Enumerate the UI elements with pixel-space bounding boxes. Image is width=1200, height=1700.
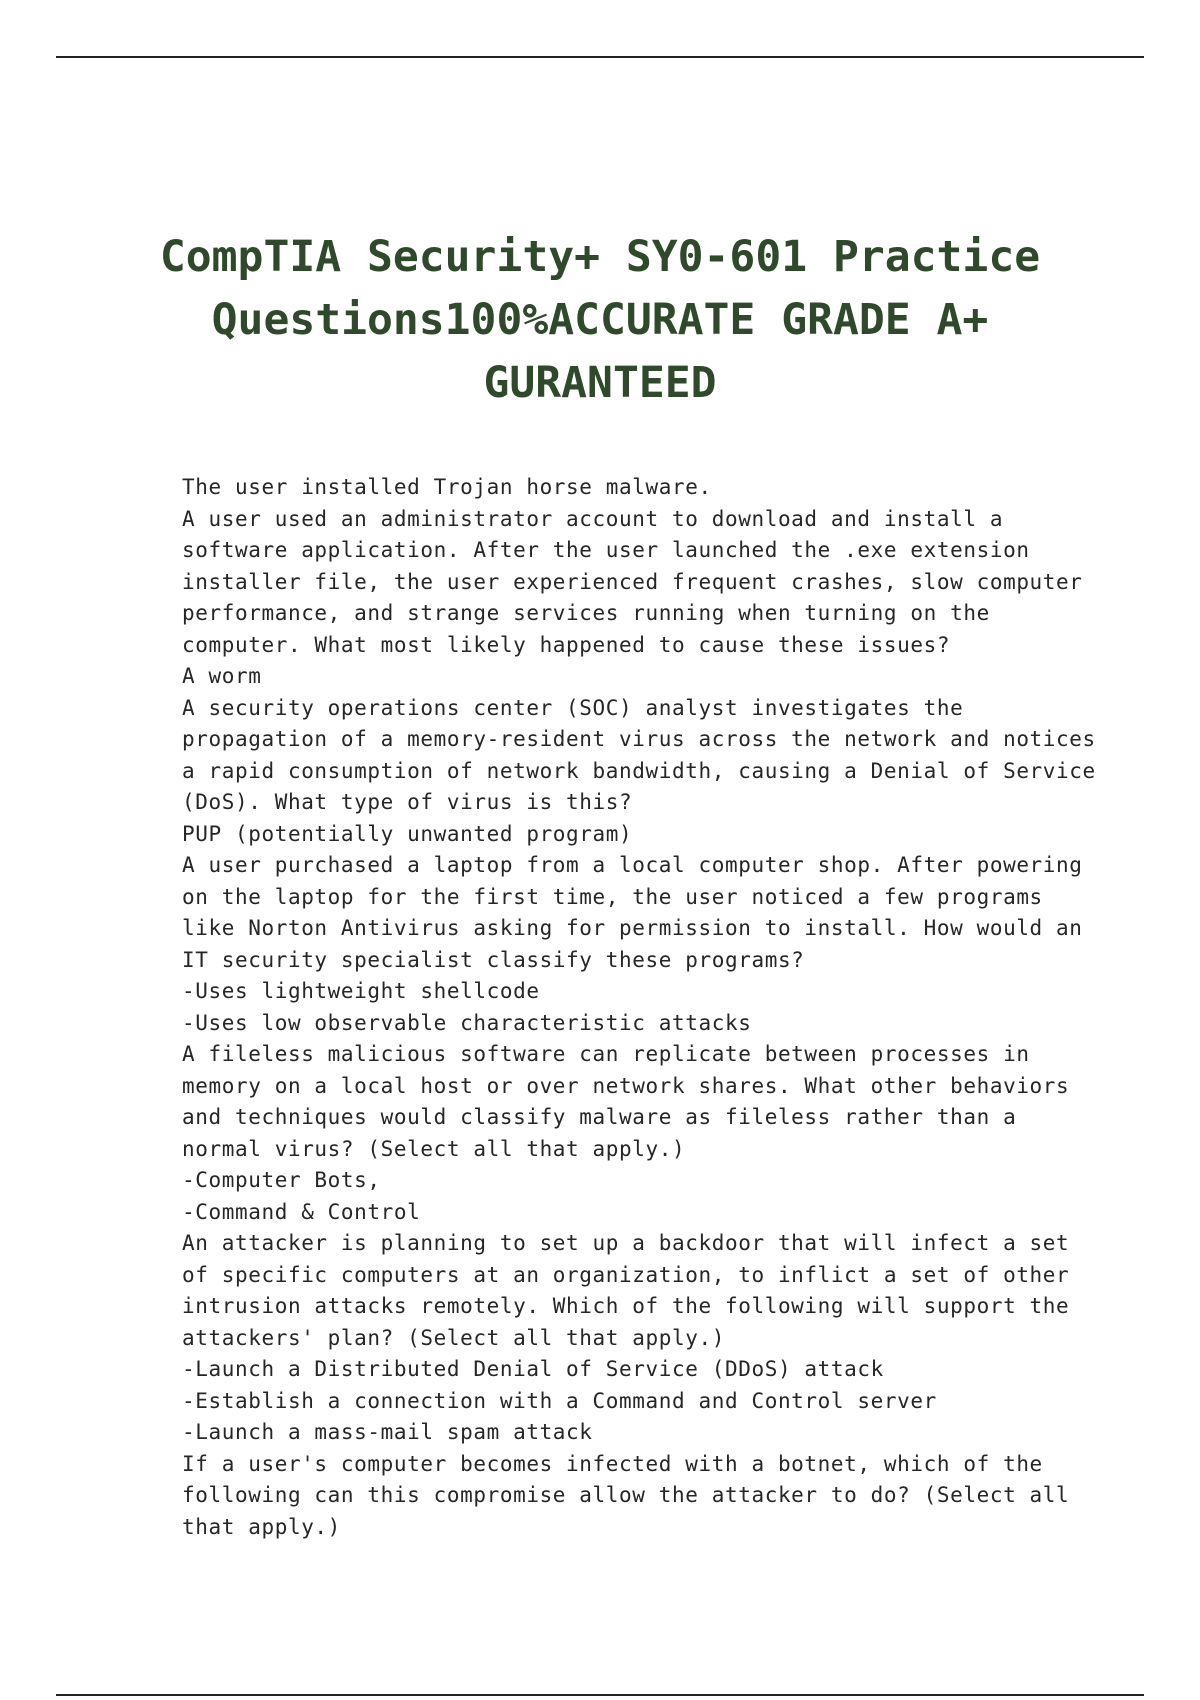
body-line: An attacker is planning to set up a backdoor that will infect a set xyxy=(182,1231,1070,1255)
body-line: A user used an administrator account to download and install a xyxy=(182,506,1004,531)
body-line: A fileless malicious software can replicate between processes in xyxy=(182,1042,1030,1066)
body-line: -Computer Bots, xyxy=(182,1168,381,1192)
title-line: Questions100%ACCURATE GRADE A+ xyxy=(211,295,989,345)
body-line: PUP (potentially unwanted program) xyxy=(182,821,633,846)
body-line: If a user's computer becomes infected with a botnet, which of the xyxy=(182,1451,1043,1476)
body-line: like Norton Antivirus asking for permission to install. How would an xyxy=(182,916,1083,940)
body-line: IT security specialist classify these programs? xyxy=(182,947,805,972)
body-line: attackers' plan? (Select all that apply.) xyxy=(182,1325,725,1350)
body-line: and techniques would classify malware as fileless rather than a xyxy=(182,1105,1017,1129)
body-line: -Launch a Distributed Denial of Service (DDoS) attack xyxy=(182,1357,884,1381)
body-line: performance, and strange services running when turning on the xyxy=(182,601,990,625)
body-line: propagation of a memory-resident virus across the network and notices xyxy=(182,727,1096,751)
bottom-rule xyxy=(56,1694,1144,1696)
body-line: A worm xyxy=(182,664,262,688)
body-line: -Uses low observable characteristic attacks xyxy=(182,1010,752,1035)
body-line: intrusion attacks remotely. Which of the following will support the xyxy=(182,1294,1070,1318)
body-line: memory on a local host or over network shares. What other behaviors xyxy=(182,1073,1070,1098)
body-line: a rapid consumption of network bandwidth, causing a Denial of Service xyxy=(182,758,1096,783)
title-line: GURANTEED xyxy=(483,358,717,408)
document-body xyxy=(182,472,1096,1543)
body-line: The user installed Trojan horse malware. xyxy=(182,475,712,499)
body-line: following can this compromise allow the attacker to do? (Select all xyxy=(182,1483,1070,1507)
body-line: (DoS). What type of virus is this? xyxy=(182,790,633,814)
body-line: normal virus? (Select all that apply.) xyxy=(182,1136,686,1161)
body-line: -Establish a connection with a Command and Control server xyxy=(182,1388,937,1413)
body-line: software application. After the user launched the .exe extension xyxy=(182,538,1030,562)
body-line: A user purchased a laptop from a local computer shop. After powering xyxy=(182,853,1083,877)
body-line: -Command & Control xyxy=(182,1199,421,1224)
body-line: -Launch a mass-mail spam attack xyxy=(182,1420,593,1444)
title-line: CompTIA Security+ SY0-601 Practice xyxy=(159,232,1041,282)
body-line: that apply.) xyxy=(182,1514,341,1539)
body-line: computer. What most likely happened to cause these issues? xyxy=(182,632,951,657)
body-line: on the laptop for the first time, the user noticed a few programs xyxy=(182,884,1043,909)
body-line: of specific computers at an organization, to inflict a set of other xyxy=(182,1262,1070,1287)
top-rule xyxy=(56,56,1144,58)
body-line: -Uses lightweight shellcode xyxy=(182,979,540,1003)
document-title xyxy=(140,226,1060,415)
body-line: A security operations center (SOC) analyst investigates the xyxy=(182,695,964,720)
body-line: installer file, the user experienced frequent crashes, slow computer xyxy=(182,569,1083,594)
